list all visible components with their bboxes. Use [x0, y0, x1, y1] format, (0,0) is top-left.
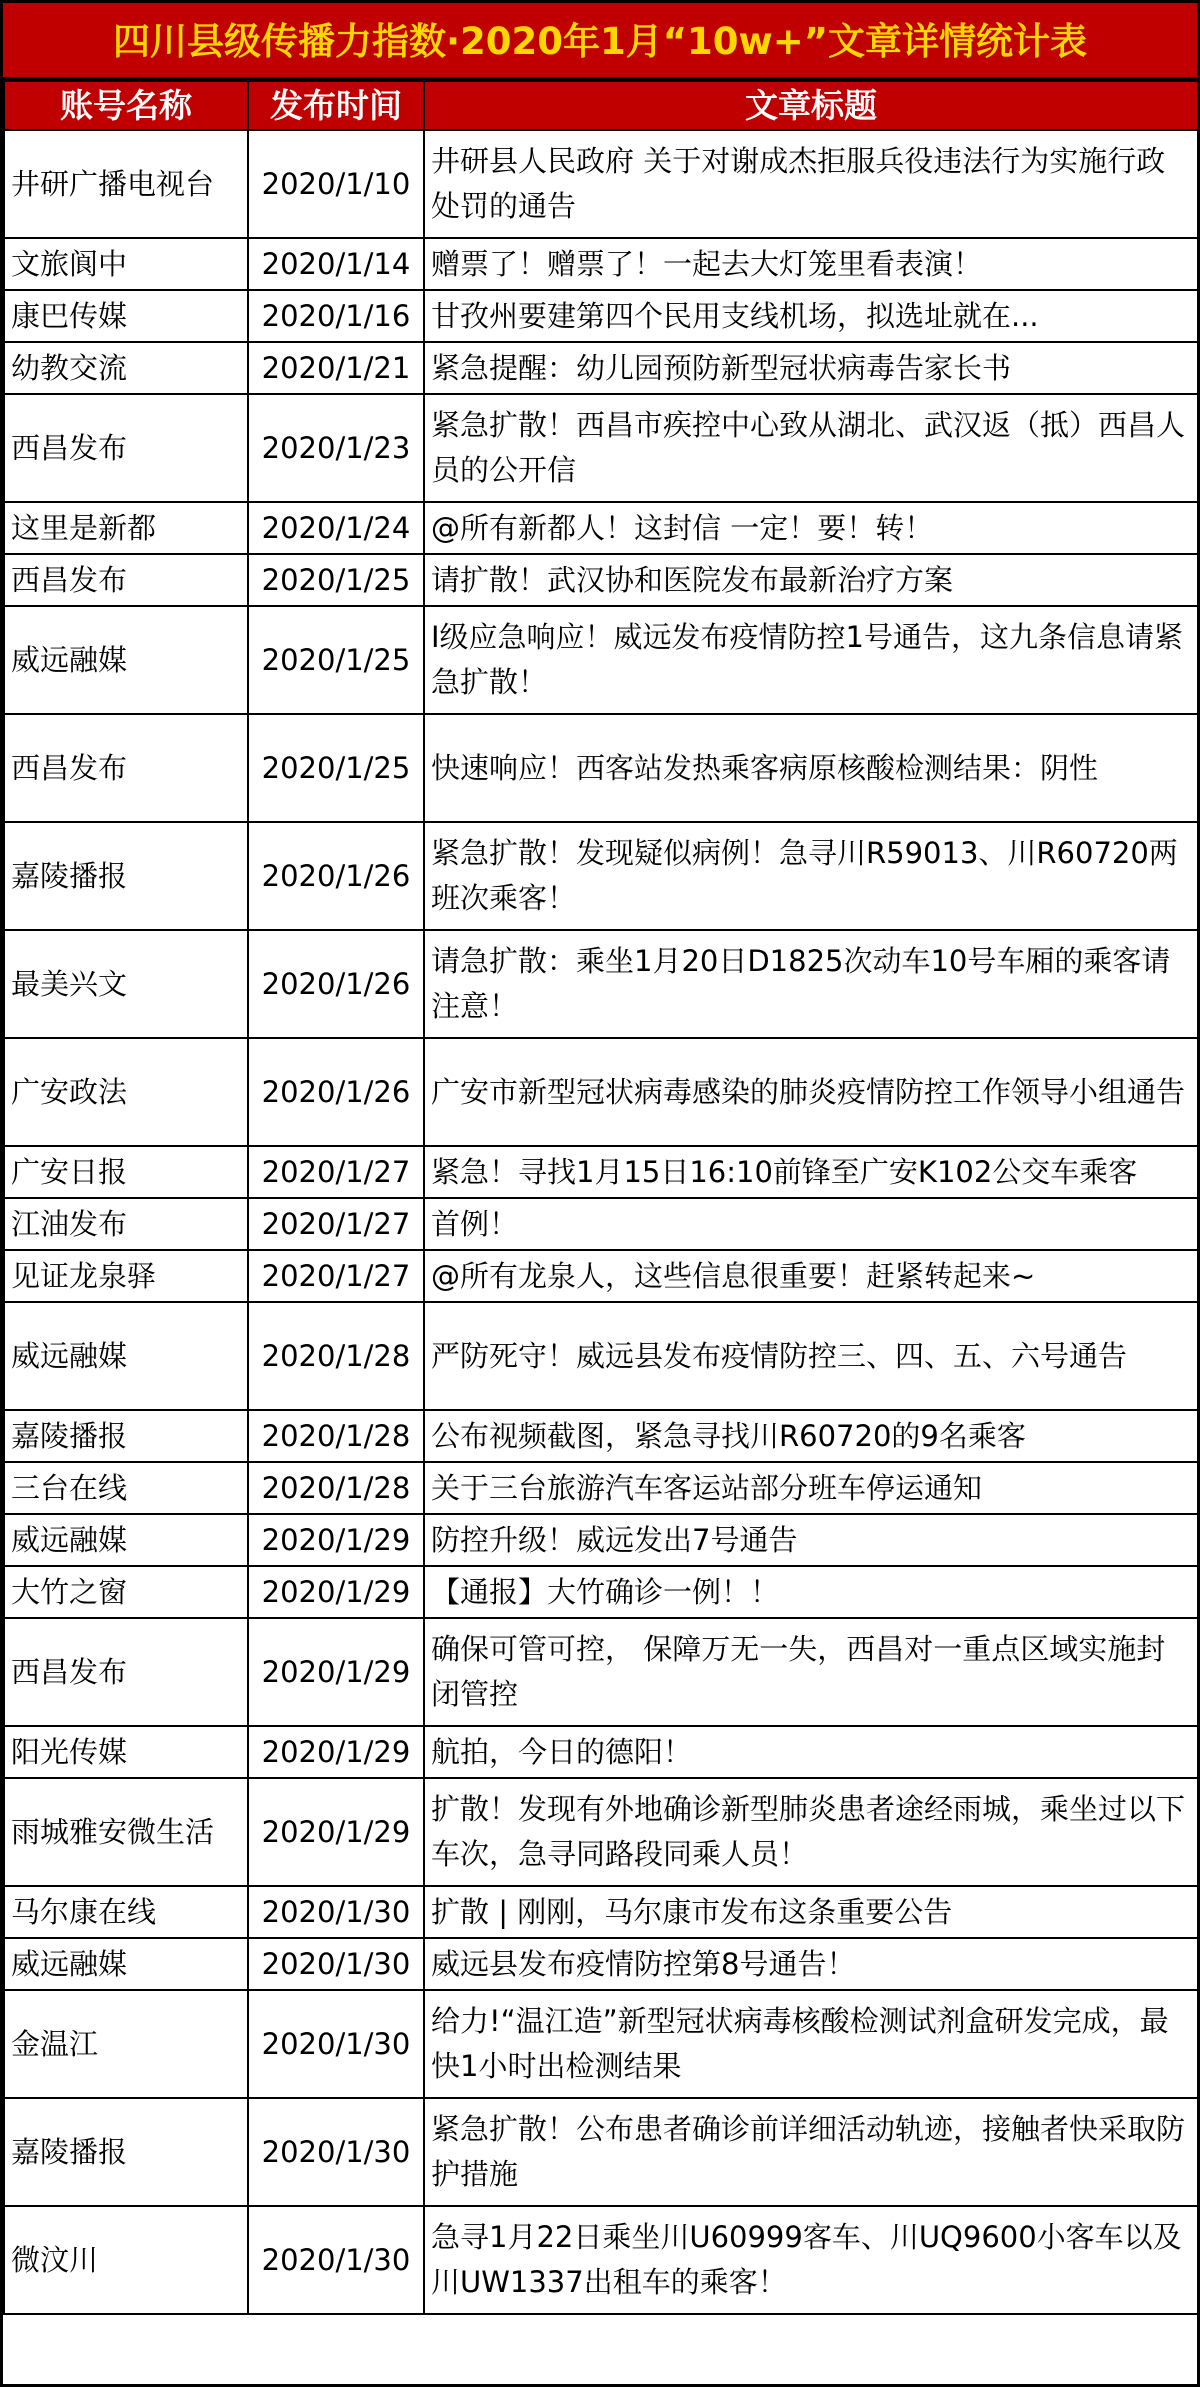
account-cell: 见证龙泉驿 [4, 1250, 248, 1302]
account-cell: 马尔康在线 [4, 1886, 248, 1938]
title-cell: 严防死守！威远县发布疫情防控三、四、五、六号通告 [424, 1302, 1198, 1410]
title-cell: 请扩散！武汉协和医院发布最新治疗方案 [424, 554, 1198, 606]
table-row [4, 130, 1198, 238]
table-row [4, 2206, 1198, 2314]
title-cell: 紧急扩散！发现疑似病例！急寻川R59013、川R60720两班次乘客！ [424, 822, 1198, 930]
account-cell: 这里是新都 [4, 502, 248, 554]
title-cell: Ⅰ级应急响应！威远发布疫情防控1号通告，这九条信息请紧急扩散！ [424, 606, 1198, 714]
account-cell: 威远融媒 [4, 606, 248, 714]
title-cell: 赠票了！赠票了！一起去大灯笼里看表演！ [424, 238, 1198, 290]
header-row [4, 81, 1198, 130]
table-row [4, 290, 1198, 342]
date-cell: 2020/1/10 [248, 130, 424, 238]
account-cell: 康巴传媒 [4, 290, 248, 342]
account-cell: 广安日报 [4, 1146, 248, 1198]
table-row [4, 1462, 1198, 1514]
date-cell: 2020/1/25 [248, 714, 424, 822]
title-cell: 确保可管可控， 保障万无一失，西昌对一重点区域实施封闭管控 [424, 1618, 1198, 1726]
account-cell: 大竹之窗 [4, 1566, 248, 1618]
title-cell: 扩散 | 刚刚，马尔康市发布这条重要公告 [424, 1886, 1198, 1938]
date-cell: 2020/1/26 [248, 1038, 424, 1146]
account-cell: 阳光传媒 [4, 1726, 248, 1778]
table-row [4, 1990, 1198, 2098]
account-cell: 嘉陵播报 [4, 2098, 248, 2206]
account-cell: 西昌发布 [4, 714, 248, 822]
date-cell: 2020/1/28 [248, 1462, 424, 1514]
date-cell: 2020/1/29 [248, 1778, 424, 1886]
table-row [4, 1302, 1198, 1410]
table-row [4, 1198, 1198, 1250]
table-row [4, 502, 1198, 554]
date-cell: 2020/1/26 [248, 930, 424, 1038]
date-cell: 2020/1/24 [248, 502, 424, 554]
date-cell: 2020/1/29 [248, 1618, 424, 1726]
table-row [4, 1410, 1198, 1462]
title-cell: 紧急提醒：幼儿园预防新型冠状病毒告家长书 [424, 342, 1198, 394]
articles-table [3, 80, 1199, 2315]
table-row [4, 1778, 1198, 1886]
table-row [4, 606, 1198, 714]
table-row [4, 1146, 1198, 1198]
date-cell: 2020/1/30 [248, 1886, 424, 1938]
date-cell: 2020/1/29 [248, 1726, 424, 1778]
account-cell: 西昌发布 [4, 554, 248, 606]
title-cell: 威远县发布疫情防控第8号通告！ [424, 1938, 1198, 1990]
title-cell: 公布视频截图，紧急寻找川R60720的9名乘客 [424, 1410, 1198, 1462]
account-cell: 广安政法 [4, 1038, 248, 1146]
table-row [4, 1566, 1198, 1618]
table-row [4, 1038, 1198, 1146]
account-cell: 威远融媒 [4, 1514, 248, 1566]
title-cell: 紧急扩散！公布患者确诊前详细活动轨迹，接触者快采取防护措施 [424, 2098, 1198, 2206]
date-cell: 2020/1/14 [248, 238, 424, 290]
header-account: 账号名称 [4, 81, 248, 130]
account-cell: 文旅阆中 [4, 238, 248, 290]
date-cell: 2020/1/29 [248, 1566, 424, 1618]
date-cell: 2020/1/28 [248, 1302, 424, 1410]
date-cell: 2020/1/27 [248, 1198, 424, 1250]
table-row [4, 238, 1198, 290]
table-row [4, 1618, 1198, 1726]
table-row [4, 554, 1198, 606]
date-cell: 2020/1/30 [248, 1990, 424, 2098]
table-row [4, 1514, 1198, 1566]
table-row [4, 822, 1198, 930]
title-cell: 紧急扩散！西昌市疾控中心致从湖北、武汉返（抵）西昌人员的公开信 [424, 394, 1198, 502]
table-row [4, 1250, 1198, 1302]
table-row [4, 2098, 1198, 2206]
date-cell: 2020/1/21 [248, 342, 424, 394]
account-cell: 西昌发布 [4, 394, 248, 502]
title-cell: 关于三台旅游汽车客运站部分班车停运通知 [424, 1462, 1198, 1514]
account-cell: 微汶川 [4, 2206, 248, 2314]
title-cell: 井研县人民政府 关于对谢成杰拒服兵役违法行为实施行政处罚的通告 [424, 130, 1198, 238]
account-cell: 幼教交流 [4, 342, 248, 394]
date-cell: 2020/1/29 [248, 1514, 424, 1566]
table-row [4, 394, 1198, 502]
table-row [4, 342, 1198, 394]
account-cell: 嘉陵播报 [4, 1410, 248, 1462]
title-cell: 扩散！发现有外地确诊新型肺炎患者途经雨城，乘坐过以下车次，急寻同路段同乘人员！ [424, 1778, 1198, 1886]
account-cell: 井研广播电视台 [4, 130, 248, 238]
table-row [4, 714, 1198, 822]
header-title: 文章标题 [424, 81, 1198, 130]
account-cell: 最美兴文 [4, 930, 248, 1038]
date-cell: 2020/1/28 [248, 1410, 424, 1462]
title-cell: 防控升级！威远发出7号通告 [424, 1514, 1198, 1566]
sheet-title: 四川县级传播力指数·2020年1月“10w+”文章详情统计表 [3, 3, 1197, 80]
title-cell: 给力!“温江造”新型冠状病毒核酸检测试剂盒研发完成，最快1小时出检测结果 [424, 1990, 1198, 2098]
title-cell: 快速响应！西客站发热乘客病原核酸检测结果：阴性 [424, 714, 1198, 822]
date-cell: 2020/1/23 [248, 394, 424, 502]
account-cell: 金温江 [4, 1990, 248, 2098]
account-cell: 雨城雅安微生活 [4, 1778, 248, 1886]
account-cell: 西昌发布 [4, 1618, 248, 1726]
title-cell: 紧急！寻找1月15日16:10前锋至广安K102公交车乘客 [424, 1146, 1198, 1198]
title-cell: 急寻1月22日乘坐川U60999客车、川UQ9600小客车以及川UW1337出租车的乘客！ [424, 2206, 1198, 2314]
title-cell: 首例！ [424, 1198, 1198, 1250]
account-cell: 江油发布 [4, 1198, 248, 1250]
table-row [4, 1938, 1198, 1990]
header-date: 发布时间 [248, 81, 424, 130]
date-cell: 2020/1/26 [248, 822, 424, 930]
account-cell: 嘉陵播报 [4, 822, 248, 930]
account-cell: 威远融媒 [4, 1302, 248, 1410]
title-cell: 请急扩散：乘坐1月20日D1825次动车10号车厢的乘客请注意！ [424, 930, 1198, 1038]
account-cell: 三台在线 [4, 1462, 248, 1514]
date-cell: 2020/1/30 [248, 2206, 424, 2314]
table-row [4, 1886, 1198, 1938]
table-row [4, 1726, 1198, 1778]
title-cell: 【通报】大竹确诊一例！！ [424, 1566, 1198, 1618]
date-cell: 2020/1/25 [248, 606, 424, 714]
account-cell: 威远融媒 [4, 1938, 248, 1990]
title-cell: @所有新都人！这封信 一定！要！转！ [424, 502, 1198, 554]
date-cell: 2020/1/30 [248, 1938, 424, 1990]
date-cell: 2020/1/27 [248, 1146, 424, 1198]
title-cell: 航拍，今日的德阳！ [424, 1726, 1198, 1778]
title-cell: @所有龙泉人，这些信息很重要！赶紧转起来~ [424, 1250, 1198, 1302]
date-cell: 2020/1/25 [248, 554, 424, 606]
date-cell: 2020/1/16 [248, 290, 424, 342]
table-row [4, 930, 1198, 1038]
date-cell: 2020/1/27 [248, 1250, 424, 1302]
title-cell: 广安市新型冠状病毒感染的肺炎疫情防控工作领导小组通告 [424, 1038, 1198, 1146]
title-cell: 甘孜州要建第四个民用支线机场，拟选址就在... [424, 290, 1198, 342]
date-cell: 2020/1/30 [248, 2098, 424, 2206]
